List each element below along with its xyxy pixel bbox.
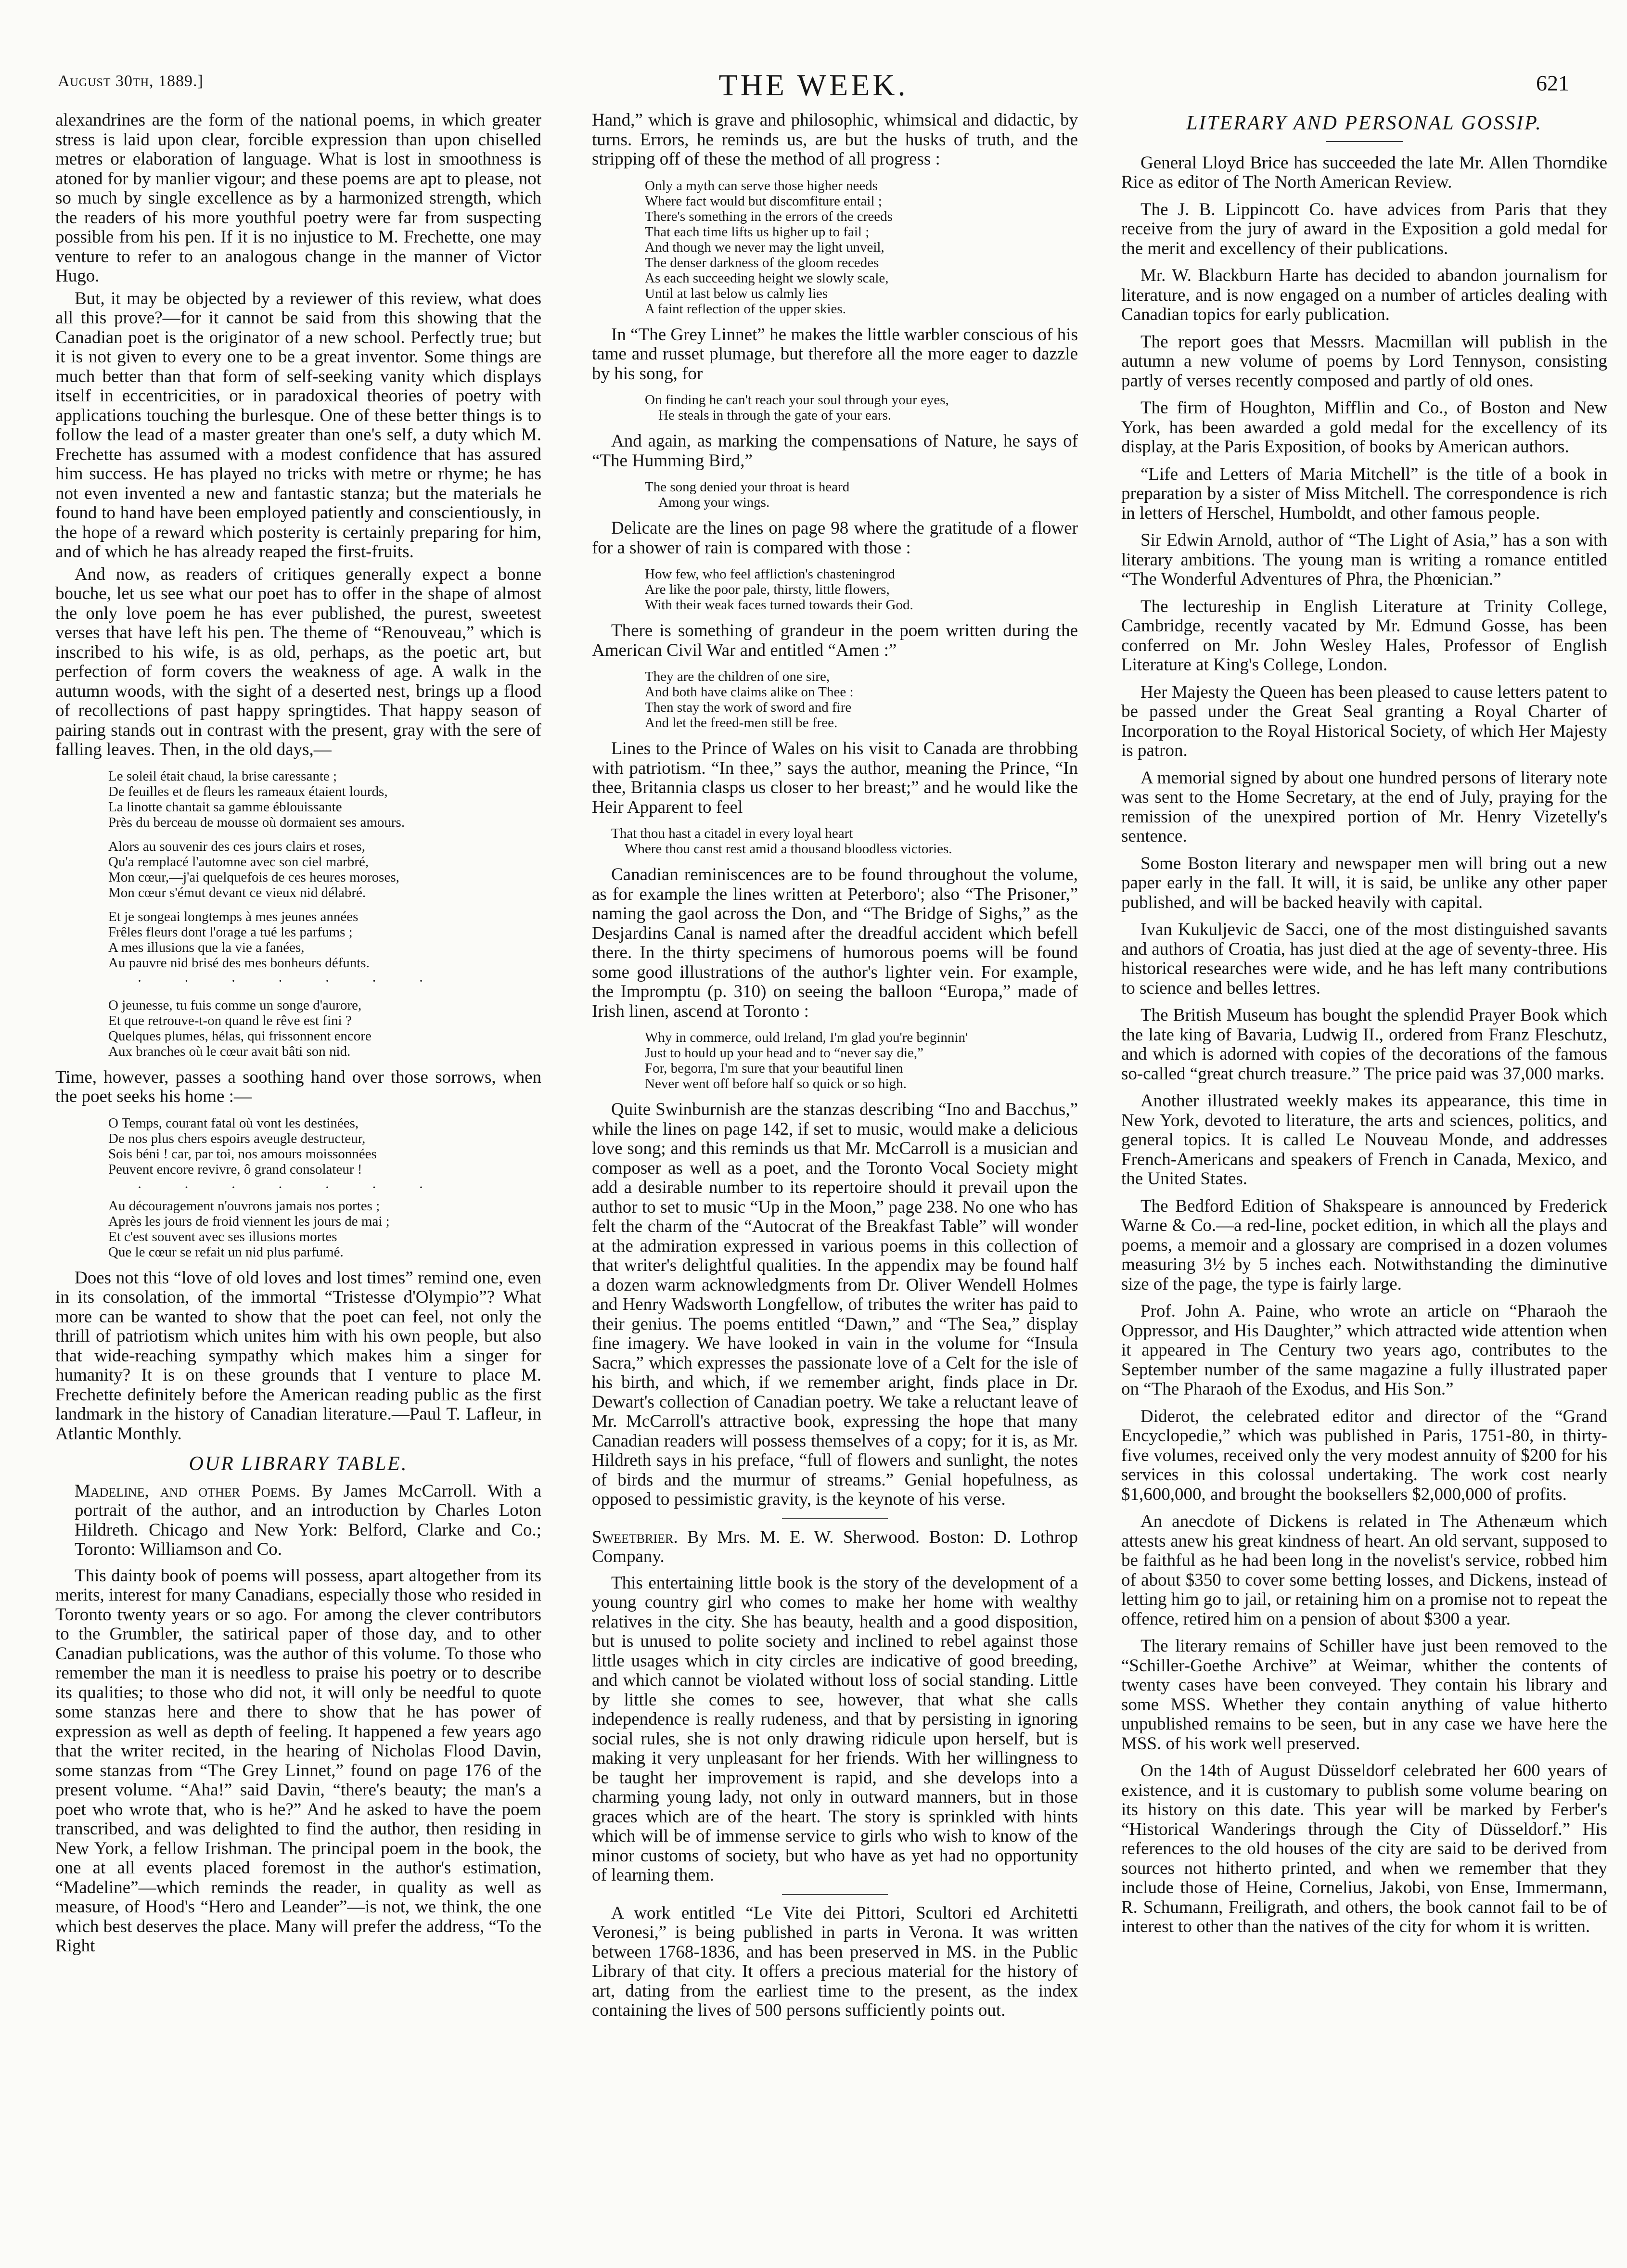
verse-line: Aux branches où le cœur avait bâti son nid. <box>108 1043 351 1059</box>
verse-quote <box>108 1115 541 1260</box>
verse-line: As each succeeding height we slowly scale, <box>645 270 889 286</box>
paragraph: Does not this “love of old loves and lost times” remind one, even in its consolation, of the immortal “Tristesse d'Olympio”? What more can be wanted to show that the poet can feel, not only the thrill of patriotism which unites him with his own people, but also that wide-reaching sympathy which makes him a singer for humanity? It is on these grounds that I venture to place M. Frechette definitely before the American reading public as the first landmark in the history of Canadian literature.—Paul T. Lafleur, in Atlantic Monthly. <box>55 1268 541 1444</box>
gossip-item: On the 14th of August Düsseldorf celebrated her 600 years of existence, and it is customary to publish some volume bearing on its history on this date. This year will be marked by Ferber's “Historical Wanderings through the City of Düsseldorf.” His references to the old houses of the city are said to be derived from sources not hitherto printed, and when we remember that they include those of Heine, Cornelius, Jakobi, von Ense, Immermann, R. Schumann, Freiligrath, and others, the book cannot fail to be of interest to other than the natives of the city for whom it is written. <box>1121 1761 1607 1936</box>
verse-line: Et je songeai longtemps à mes jeunes années <box>108 909 359 924</box>
verse-quote <box>108 839 541 900</box>
gossip-item: Prof. John A. Paine, who wrote an article on “Pharaoh the Oppressor, and His Daughter,” which attracted wide attention when it appeared in The Century two years ago, contributes to the September number of the same magazine a fully illustrated paper on “The Pharaoh of the Exodus, and His Son.” <box>1121 1301 1607 1399</box>
page-header <box>58 67 1569 106</box>
verse-line: Sois béni ! car, par toi, nos amours moissonnées <box>108 1146 377 1162</box>
verse-line: And though we never may the light unveil, <box>645 239 884 255</box>
verse-quote <box>645 566 1078 613</box>
verse-line: Et c'est souvent avec ses illusions mortes <box>108 1229 337 1244</box>
paragraph: There is something of grandeur in the poem written during the American Civil War and entitled “Amen :” <box>592 621 1078 660</box>
paragraph: And again, as marking the compensations of Nature, he says of “The Humming Bird,” <box>592 431 1078 471</box>
verse-line: Are like the poor pale, thirsty, little flowers, <box>645 582 890 597</box>
review-heading <box>55 1482 541 1560</box>
gossip-item: “Life and Letters of Maria Mitchell” is the title of a book in preparation by a sister of Miss Mitchell. The correspondence is rich in letters of Herschel, Humboldt, and other famous people. <box>1121 464 1607 523</box>
verse-quote <box>108 998 541 1059</box>
ellipsis-dots: · · · · · · · <box>137 973 443 989</box>
verse-line: Where fact would but discomfiture entail ; <box>645 193 882 209</box>
paragraph: Canadian reminiscences are to be found throughout the volume, as for example the lines written at Peterboro'; also “The Prisoner,” naming the gaol across the Don, and “The Bridge of Sighs,” as the Desjardins Canal is named after the dreadful accident which befell there. In the thirty specimens of humorous poems will be found some good illustrations of the author's lighter vein. For example, the Impromptu (p. 310) on seeing the balloon “Europa,” made of Irish linen, ascend at Toronto : <box>592 865 1078 1021</box>
gossip-item: Sir Edwin Arnold, author of “The Light of Asia,” has a son with literary ambitions. The young man is writing a romance entitled “The Wonderful Adventures of Phra, the Phœnician.” <box>1121 530 1607 589</box>
verse-line: There's something in the errors of the creeds <box>645 208 893 224</box>
verse-line: Quelques plumes, hélas, qui frissonnent encore <box>108 1028 372 1044</box>
paragraph: This dainty book of poems will possess, apart altogether from its merits, interest for many Canadians, especially those who resided in Toronto twenty years or so ago. For among the clever contributors to the Grumbler, the satirical paper of those day, and to other Canadian publications, was the author of this volume. To those who remember the man it is needless to praise his poetry or to describe its qualities; to those who did not, it will only be needful to quote some stanzas here and there to show that he has power of expression as well as depth of feeling. It happened a few years ago that the writer recited, in the hearing of Nicholas Flood Davin, some stanzas from “The Grey Linnet,” found on page 176 of the present volume. “Aha!” said Davin, “there's beauty; the man's a poet who wrote that, who is he?” And he asked to have the poem transcribed, and was delighted to find the author, then residing in New York, a fellow Irishman. The principal poem in the book, the one at all events placed foremost in the author's estimation, “Madeline”—which reminds the reader, in quality as well as measure, of Hood's “Hero and Leander”—is not, we think, the one which best deserves the place. Many will prefer the address, “To the Right <box>55 1565 541 1956</box>
verse-quote <box>108 769 541 830</box>
verse-line: Among your wings. <box>658 495 770 510</box>
verse-line: And let the freed-men still be free. <box>645 715 838 730</box>
gossip-item: The lectureship in English Literature at Trinity College, Cambridge, recently vacated by Mr. Edmund Gosse, has been conferred on Mr. John Wesley Hales, Professor of English Literature at King's College, London. <box>1121 596 1607 675</box>
review-book-details: By James McCarroll. With a portrait of the author, and an introduction by Charles Loton Hildreth. Chicago and New York: Belford, Clarke and Co.; Toronto: Williamson and Co. <box>75 1481 542 1559</box>
verse-line: La linotte chantait sa gamme éblouissante <box>108 799 342 815</box>
verse-line: Que le cœur se refait un nid plus parfumé. <box>108 1244 344 1260</box>
review-heading <box>592 1528 1078 1567</box>
gossip-item: Ivan Kukuljevic de Sacci, one of the most distinguished savants and authors of Croatia, has just died at the age of seventy-three. His historical researches were wide, and he has left many contributions to science and belles lettres. <box>1121 920 1607 998</box>
gossip-item: Mr. W. Blackburn Harte has decided to abandon journalism for literature, and is now engaged on a number of articles dealing with Canadian topics for early publication. <box>1121 266 1607 324</box>
section-title: OUR LIBRARY TABLE. <box>189 1453 408 1475</box>
verse-line: Only a myth can serve those higher needs <box>645 178 878 193</box>
gossip-item: A memorial signed by about one hundred persons of literary note was sent to the Home Secretary, at the end of July, praying for the remission of the unexpired portion of Mr. Henry Vizetelly's sentence. <box>1121 768 1607 846</box>
verse-line: Frêles fleurs dont l'orage a tué les parfums ; <box>108 924 353 940</box>
gossip-item: The British Museum has bought the splendid Prayer Book which the late king of Bavaria, Ludwig II., ordered from Franz Fleschutz, and which is adorned with copies of the decorations of the famous so-called “great church treasure.” The price paid was 37,000 marks. <box>1121 1005 1607 1084</box>
gossip-item: The Bedford Edition of Shakspeare is announced by Frederick Warne & Co.—a red-line, pocket edition, in which all the plays and poems, a memoir and a glossary are comprised in a dozen volumes measuring 3½ by 5 inches each. Notwithstanding the diminutive size of the page, the type is fairly large. <box>1121 1196 1607 1294</box>
section-title: LITERARY AND PERSONAL GOSSIP. <box>1186 112 1542 134</box>
ellipsis-dots: · · · · · · · <box>137 1179 443 1195</box>
verse-quote <box>645 178 1078 317</box>
issue-date: August 30th, 1889.] <box>58 72 204 90</box>
paragraph: Delicate are the lines on page 98 where the gratitude of a flower for a shower of rain is compared with those : <box>592 518 1078 558</box>
verse-line: The song denied your throat is heard <box>645 479 850 495</box>
verse-line: For, begorra, I'm sure that your beautiful linen <box>645 1061 903 1076</box>
verse-line: How few, who feel affliction's chasteningrod <box>645 566 895 582</box>
verse-quote <box>645 669 1078 730</box>
verse-line: Près du berceau de mousse où dormaient ses amours. <box>108 814 405 830</box>
gossip-item: General Lloyd Brice has succeeded the late Mr. Allen Thorndike Rice as editor of The North American Review. <box>1121 153 1607 192</box>
divider <box>782 1894 888 1895</box>
verse-line: A mes illusions que la vie a fanées, <box>108 939 305 955</box>
paragraph: Hand,” which is grave and philosophic, whimsical and didactic, by turns. Errors, he reminds us, are but the husks of truth, and the stripping off of these the method of all progress : <box>592 110 1078 169</box>
gossip-item: Some Boston literary and newspaper men will bring out a new paper early in the fall. It will, it is said, be unlike any other paper published, and will be backed heavily with capital. <box>1121 853 1607 912</box>
verse-quote <box>645 1030 1078 1091</box>
verse-line: Qu'a remplacé l'automne avec son ciel marbré, <box>108 854 369 870</box>
verse-line: Where thou canst rest amid a thousand bloodless victories. <box>625 841 952 857</box>
page-number: 621 <box>1536 71 1569 95</box>
paragraph: Time, however, passes a soothing hand over those sorrows, when the poet seeks his home :— <box>55 1067 541 1106</box>
paragraph: alexandrines are the form of the national poems, in which greater stress is laid upon clear, forcible expression than upon chiselled metres or elaboration of language. What is lost in smoothness is atoned for by manlier vigour; and these poems are apt to please, not so much by single excellence as by a harmonized strength, which the readers of his more youthful poetry were far from suspecting possible from his pen. If it is no injustice to M. Frechette, one may venture to refer to an analogous change in the manner of Victor Hugo. <box>55 110 541 286</box>
verse-line: Alors au souvenir des ces jours clairs et roses, <box>108 838 365 854</box>
verse-line: Never went off before half so quick or so high. <box>645 1076 907 1091</box>
gossip-item: The report goes that Messrs. Macmillan will publish in the autumn a new volume of poems by Lord Tennyson, consisting partly of verses recently composed and partly of old ones. <box>1121 332 1607 391</box>
verse-line: Mon cœur,—j'ai quelquefois de ces heures moroses, <box>108 869 399 885</box>
gossip-item: An anecdote of Dickens is related in The Athenæum which attests anew his great kindness of heart. An old servant, supposed to be faithful as he had been long in the novelist's service, robbed him of about $350 to cover some betting losses, and Dickens, instead of letting him go to jail, or retaining him on a promise not to repeat the offence, retired him on a pension of about $300 a year. <box>1121 1512 1607 1629</box>
verse-quote <box>108 909 541 989</box>
verse-line: On finding he can't reach your soul through your eyes, <box>645 392 949 408</box>
verse-line: Then stay the work of sword and fire <box>645 700 852 715</box>
gossip-item: Diderot, the celebrated editor and director of the “Grand Encyclopedie,” which was published in Paris, 1751-80, in thirty-five volumes, received only the very modest annuity of $200 for his services in this colossal undertaking. The work cost nearly $1,600,000, and brought the booksellers $2,000,000 of profits. <box>1121 1406 1607 1504</box>
verse-line: Au découragement n'ouvrons jamais nos portes ; <box>108 1198 380 1214</box>
paragraph: In “The Grey Linnet” he makes the little warbler conscious of his tame and russet plumage, but therefore all the more eager to dazzle by his song, for <box>592 324 1078 384</box>
gossip-item: The literary remains of Schiller have just been removed to the “Schiller-Goethe Archive” at Weimar, whither the contents of twenty cases have been conveyed. They contain his library and some MSS. Whether they contain anything of value hitherto unpublished remains to be seen, but in any case we have here the MSS. of his work well preserved. <box>1121 1636 1607 1754</box>
paragraph: And now, as readers of critiques generally expect a bonne bouche, let us see what our poet has to offer in the shape of almost the only love poem he has ever published, the purest, sweetest verses that have left his pen. The theme of “Renouveau,” which is inscribed to his wife, is as old, perhaps, as the poetic art, but perfection of form covers the weakness of age. A walk in the autumn woods, with the sight of a deserted nest, brings up a flood of recollections of past happy springtides. That happy season of pairing stands out in contrast with the present, gray with the sere of falling leaves. Then, in the old days,— <box>55 564 541 759</box>
verse-quote <box>645 479 1078 510</box>
review-book-title: Madeline, and other Poems. <box>75 1481 301 1501</box>
review-book-title: Sweetbrier. <box>592 1527 678 1547</box>
review-book-details: By Mrs. M. E. W. Sherwood. Boston: D. Lothrop Company. <box>592 1527 1078 1566</box>
verse-line: De feuilles et de fleurs les rameaux étaient lourds, <box>108 783 388 799</box>
column-right <box>1121 111 1607 1945</box>
verse-line: Just to hould up your head and to “never say die,” <box>645 1045 924 1061</box>
verse-line: De nos plus chers espoirs aveugle destructeur, <box>108 1130 366 1146</box>
verse-quote <box>645 392 1078 423</box>
gossip-item: The J. B. Lippincott Co. have advices from Paris that they receive from the jury of award in the Exposition a gold medal for the merit and excellency of their publications. <box>1121 199 1607 258</box>
paragraph: Quite Swinburnish are the stanzas describing “Ino and Bacchus,” while the lines on page 142, if set to music, would make a delicious love song; and this reminds us that Mr. McCarroll is a musician and composer as well as a poet, and the Toronto Vocal Society might add a desirable number to its repertoire should it prevail upon the author to set to music “Up in the Moon,” page 238. No one who has felt the charm of the “Autocrat of the Breakfast Table” will wonder at the admiration expressed in various poems in this collection of that writer's delightful qualities. In the appendix may be found half a dozen warm acknowledgments from Dr. Oliver Wendell Holmes and Henry Wadsworth Longfellow, of tributes the writer has paid to their genius. The poems entitled “Dawn,” and “The Sea,” display fine imagery. We have looked in vain in the volume for “Insula Sacra,” which expresses the passionate love of a Celt for the isle of his birth, and which, if we remember aright, finds place in Dr. Dewart's collection of Canadian poetry. We take a reluctant leave of Mr. McCarroll's attractive book, expressing the hope that many Canadian readers will possess themselves of a copy; for it is, as Mr. Hildreth says in his preface, “full of flowers and sunlight, the notes of birds and the murmur of streams.” Genial hopefulness, as opposed to pessimistic gravity, is the keynote of his verse. <box>592 1100 1078 1509</box>
gossip-item: Another illustrated weekly makes its appearance, this time in New York, devoted to literature, the arts and sciences, politics, and general topics. It is called Le Nouveau Monde, and addresses French-Americans and speakers of French in Canada, Mexico, and the United States. <box>1121 1091 1607 1189</box>
column-left <box>55 111 541 1959</box>
verse-line: Until at last below us calmly lies <box>645 285 828 301</box>
verse-line: That each time lifts us higher up to fail ; <box>645 224 870 240</box>
verse-line: He steals in through the gate of your ears. <box>658 408 891 423</box>
verse-line: Après les jours de froid viennent les jours de mai ; <box>108 1213 390 1229</box>
verse-line: O jeunesse, tu fuis comme un songe d'aurore, <box>108 997 362 1013</box>
verse-line: A faint reflection of the upper skies. <box>645 301 846 317</box>
verse-line: Mon cœur s'émut devant ce vieux nid délabré. <box>108 884 366 900</box>
verse-line: They are the children of one sire, <box>645 669 830 684</box>
paragraph: But, it may be objected by a reviewer of this review, what does all this prove?—for it cannot be said from this showing that the Canadian poet is the originator of a new school. Perfectly true; but it is not given to every one to be a great inventor. Some things are much better than that form of self-seeking vanity which displays itself in eccentricities, or in paradoxical theories of poetry with applications touching the burlesque. One of these better things is to follow the lead of a master greater than one's self, a duty which M. Frechette has assumed with a modest confidence that has assured him success. He has played no tricks with metre or rhyme; he has not even invented a new and fantastic stanza; but the materials he found to hand have been employed patiently and conscientiously, in the hope of a reward which posterity is certainly preparing for him, and of which he has already reaped the first-fruits. <box>55 288 541 562</box>
verse-line: That thou hast a citadel in every loyal heart <box>611 826 853 841</box>
column-middle <box>592 111 1078 2024</box>
verse-line: Why in commerce, ould Ireland, I'm glad you're beginnin' <box>645 1030 968 1045</box>
verse-line: Peuvent encore revivre, ô grand consolateur ! <box>108 1161 362 1177</box>
paragraph: This entertaining little book is the story of the development of a young country girl who comes to make her home with wealthy relatives in the city. She has beauty, health and a good disposition, but is unused to polite society and inclined to rebel against those little usages which in city circles are indicative of good breeding, and which cannot be violated without loss of social standing. Little by little she comes to see, however, that what she calls independence is really rudeness, and that by persisting in ignoring social rules, she is not only drawing ridicule upon herself, but is making it very unpleasant for her friends. With her willingness to be taught her improvement is rapid, and she develops into a charming young lady, not only in outward manners, but in those graces which are of the heart. The story is sprinkled with hints which will be of immense service to girls who wish to know of the minor customs of society, but who have as yet had no opportunity of learning them. <box>592 1573 1078 1885</box>
verse-line: Et que retrouve-t-on quand le rêve est fini ? <box>108 1012 352 1028</box>
verse-line: The denser darkness of the gloom recedes <box>645 255 879 270</box>
paragraph: A work entitled “Le Vite dei Pittori, Scultori ed Architetti Veronesi,” is being published in parts in Verona. It was written between 1768-1836, and has been preserved in MS. in the Public Library of that city. It offers a precious material for the history of art, dating from the earliest time to the present, as the index containing the lives of 500 persons sufficiently points out. <box>592 1903 1078 2020</box>
gossip-item: Her Majesty the Queen has been pleased to cause letters patent to be passed under the Great Seal granting a Royal Charter of Incorporation to the Royal Historical Society, of which Her Majesty is patron. <box>1121 682 1607 760</box>
verse-line: Le soleil était chaud, la brise caressante ; <box>108 768 337 784</box>
gossip-item: The firm of Houghton, Mifflin and Co., of Boston and New York, has been awarded a gold medal for the excellency of its display, at the Paris Exposition, of books by American authors. <box>1121 398 1607 457</box>
verse-line: Au pauvre nid brisé des mes bonheurs défunts. <box>108 955 370 971</box>
divider <box>782 1518 888 1519</box>
divider <box>1326 141 1403 142</box>
verse-line: With their weak faces turned towards their God. <box>645 597 913 613</box>
verse-line: And both have claims alike on Thee : <box>645 684 854 700</box>
paragraph: Lines to the Prince of Wales on his visit to Canada are throbbing with patriotism. “In thee,” says the author, meaning the Prince, “In thee, Britannia clasps us closer to her breast;” and he would like the Heir Apparent to feel <box>592 739 1078 817</box>
masthead-title: THE WEEK. <box>718 68 909 102</box>
verse-quote <box>611 826 1078 857</box>
verse-line: O Temps, courant fatal où vont les destinées, <box>108 1115 359 1131</box>
